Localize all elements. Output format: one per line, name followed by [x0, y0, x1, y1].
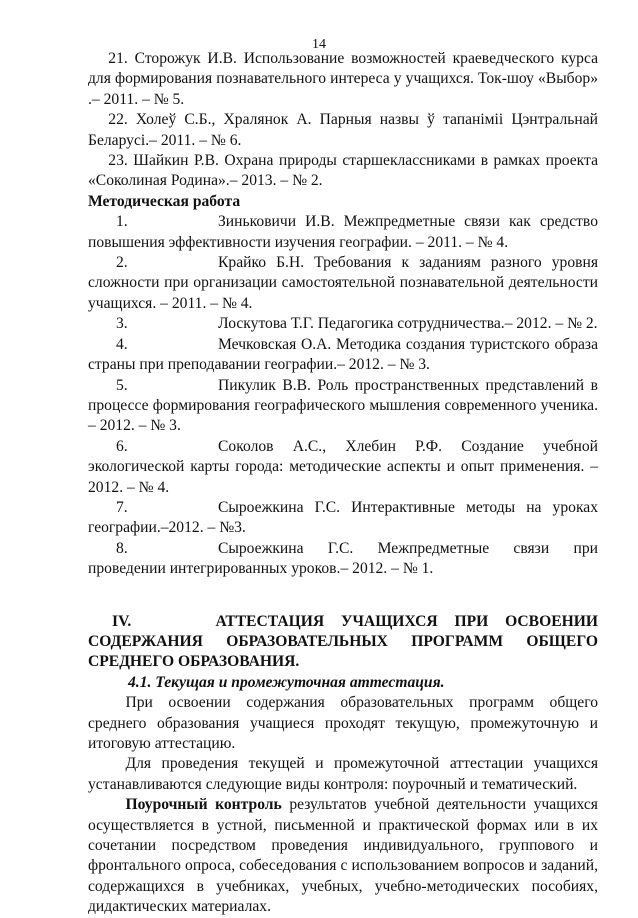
term-bold: Поурочный контроль: [125, 796, 282, 814]
reference-text: Пикулик В.В. Роль пространственных представлений в процессе формирования географического мышления современного ученика. – 2012. – № 3.: [88, 376, 598, 435]
reference-item: [88, 335, 598, 376]
reference-number: 21.: [108, 50, 128, 67]
body-paragraph: При освоении содержания образовательных программ общего среднего образования учащиеся проходят текущую, промежуточную и итоговую аттестацию.: [88, 694, 598, 752]
reference-text: Шайкин Р.В. Охрана природы старшеклассниками в рамках проекта «Соколиная Родина».– 2013. – № 2.: [88, 152, 598, 190]
reference-number: 1.: [116, 213, 128, 231]
reference-item: [88, 49, 598, 110]
chapter-numeral: IV.: [112, 612, 132, 630]
reference-text: Крайко Б.Н. Требования к заданиям разного уровня сложности при организации самостоятельной познавательной деятельности учащихся. – 2011. – № 4.: [88, 254, 598, 312]
reference-text: Холеў С.Б., Хралянок А. Парныя назвы ў тапаніміі Цэнтральнай Беларусі.– 2011. – № 6.: [88, 111, 598, 149]
reference-number: 4.: [116, 335, 128, 353]
section-title: Методическая работа: [88, 192, 241, 210]
reference-text: Лоскутова Т.Г. Педагогика сотрудничества.– 2012. – № 2.: [218, 315, 598, 333]
reference-number: 8.: [116, 539, 128, 557]
reference-number: 23.: [108, 152, 128, 170]
reference-item: [88, 498, 598, 539]
reference-number: 2.: [116, 254, 128, 272]
reference-text: Сыроежкина Г.С. Интерактивные методы на уроках географии.–2012. – №3.: [88, 498, 598, 537]
reference-item: [88, 151, 598, 192]
section-spacer: [88, 580, 598, 612]
reference-item: [88, 110, 598, 151]
page-number: 14: [312, 37, 326, 52]
body-paragraph: Для проведения текущей и промежуточной аттестации учащихся устанавливаются следующие виды контроля: поурочный и тематический.: [88, 755, 598, 793]
reference-number: 6.: [116, 437, 128, 455]
reference-text: Соколов А.С., Хлебин Р.Ф. Создание учебной экологической карты города: методические аспекты и опыт применения. –2012. – № 4.: [88, 437, 598, 496]
reference-number: 5.: [116, 376, 128, 394]
paragraph-text: результатов учебной деятельности учащихся осуществляется в устной, письменной и практической формах или в их сочетании посредством проведения индивидуального, группового и фронтального опроса, собеседования с использованием вопросов и заданий, содержащихся в учебниках, учебных, учебно-методических пособиях, дидактических материалах.: [88, 796, 598, 916]
reference-number: 22.: [108, 111, 128, 129]
body-paragraph: [88, 795, 598, 917]
reference-number: 3.: [116, 315, 128, 333]
reference-item: [88, 376, 598, 437]
reference-item: [88, 437, 598, 498]
page-content: [88, 49, 598, 918]
reference-number: 7.: [116, 498, 128, 516]
reference-item: [88, 253, 598, 314]
reference-text: Зиньковичи И.В. Межпредметные связи как средство повышения эффективности изучения географии. – 2011. – № 4.: [88, 213, 598, 251]
subsection-heading: 4.1. Текущая и промежуточная аттестация.: [128, 673, 445, 691]
reference-text: Сыроежкина Г.С. Межпредметные связи при проведении интегрированных уроков.– 2012. – № 1.: [88, 539, 598, 578]
reference-text: Мечковская О.А. Методика создания туристского образа страны при преподавании географии.– 2012. – № 3.: [88, 335, 598, 374]
reference-item: [88, 212, 598, 253]
chapter-title: АТТЕСТАЦИЯ УЧАЩИХСЯ ПРИ ОСВОЕНИИ СОДЕРЖАНИЯ ОБРАЗОВАТЕЛЬНЫХ ПРОГРАММ ОБЩЕГО СРЕДНЕГО ОБРАЗОВАНИЯ.: [88, 612, 598, 671]
reference-text: Сторожук И.В. Использование возможностей краеведческого курса для формирования познавательного интереса у учащихся. Ток-шоу «Выбор» .– 2011. – № 5.: [88, 50, 599, 108]
reference-item: [88, 314, 598, 334]
reference-item: [88, 539, 598, 580]
chapter-heading: [88, 612, 598, 673]
